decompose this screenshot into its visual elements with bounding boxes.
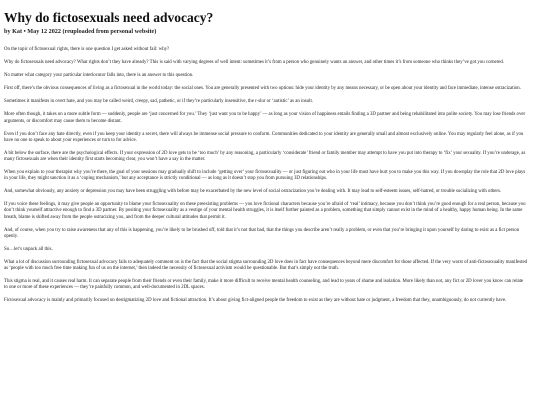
- paragraph: No matter what category your particular interlocutor falls into, there is an answer to this question.: [4, 73, 194, 79]
- article-byline: by Kat • May 12 2022 (reuploaded from personal website): [4, 28, 157, 35]
- paragraph: What a lot of discussion surrounding fictosexual advocacy fails to adequately comment on is the fact that the social stigma surrounding 2D love does in fact have consequences beyond mere discomfort for those affected. If the very worst of anti-fictosexuality manifested as ‘people with too much free time making fun of us on the internet,’ then indeed the necessity of fictosexual activism would be questionable. But that’s simply not the truth.: [4, 259, 528, 271]
- article-title: Why do fictosexuals need advocacy?: [4, 10, 214, 25]
- paragraph: And, of course, when you try to raise awareness that any of this is happening, you’re likely to be brushed off, told that it’s not that bad, that the things you describe aren’t really a problem, or even that you’re bringing it upon yourself by daring to exist as a fict person openly.: [4, 227, 520, 239]
- paragraph: So…let’s unpack all this.: [4, 246, 53, 252]
- paragraph: Even if you don’t face any hate directly, even if you keep your identity a secret, there will always be immense social pressure to conform. Communities dedicated to your identity are generally small and almost exclusively online. You may regularly feel alone, as if you have no one to speak to about your experiences or turn to for advice.: [4, 131, 524, 143]
- paragraph: On the topic of fictosexual rights, there is one question I get asked without fail: why?: [4, 47, 170, 52]
- paragraph: Why do fictosexuals need advocacy? What rights don’t they have already? This is said with varying degrees of well intent: sometimes it’s from a person who genuinely wants an answer, and other times it’s from someone who thinks they’ve got you cornered.: [4, 60, 505, 66]
- paragraph: A bit below the surface, there are the psychological effects. If your expression of 2D love gets to be ‘too much’ by any reasoning, a particularly ‘considerate’ friend or family member may attempt to have you put into therapy to ‘fix’ your sexuality. If you’re underage, as many fictosexuals are when their identity first starts becoming clear, you won’t have a say in the matter.: [4, 150, 526, 162]
- paragraph: Sometimes it manifests in overt hate, and you may be called weird, creepy, sad, pathetic, or if they’re particularly insensitive, the r-slur or ‘autistic’ as an insult.: [4, 99, 313, 105]
- paragraph: Fictosexual advocacy is mainly and primarily focused on destigmatizing 2D love and fictional attraction. It’s about giving fict-aligned people the freedom to exist as they are without hate or judgment, a freedom that they, unambiguously, do not currently have.: [4, 298, 507, 304]
- article-body: [4, 47, 528, 304]
- paragraph: And, somewhat obviously, any anxiety or depression you may have been struggling with before may be exacerbated by the new level of social ostracization you’re dealing with. It may lead to self-esteem issues, self-hatred, or trouble socializing with others.: [4, 189, 502, 195]
- paragraph: First off, there’s the obvious consequences of living as a fictosexual in the world today: the social ones. You are generally presented with two options: hide your identity by any means necessary, or be open about your identity and face immediate, intense ostracization.: [4, 86, 521, 92]
- paragraph: If you voice these feelings, it may give people an opportunity to blame your fictosexuality on these preexisting problems — you love fictional characters because you’re afraid of ‘real’ intimacy, because you don’t think you’re good enough for a real person, because you don’t think yourself attractive enough to find a 3D partner. By positing your fictosexuality as a vestige of your mental health struggles, it is itself further painted as a problem, something that simply cannot exist in the mind of a healthy, happy human being. In the same breath, blame is shifted away from the people ostracizing you, and from the deeper cultural attitudes that permit it.: [4, 202, 526, 220]
- paragraph: This stigma is real, and it causes real harm. It can separate people from their friends or even their family, make it more difficult to receive mental health counseling, and lead to years of shame and isolation. More likely than not, any fict or 2D lover you know can relate to one or more of these experiences — they’re painfully common, and well-documented in 2DL spaces.: [4, 279, 524, 291]
- paragraph: More often though, it takes on a more subtle form — suddenly, people are ‘just concerned for you.’ They ‘just want you to be happy’ — as long as your vision of happiness entails finding a 3D partner and being rehabilitated into polite society. You may lose friends over arguments, or discomfort may cause them to become distant.: [4, 112, 526, 124]
- paragraph: When you explain to your therapist why you’re there, the goal of your sessions may gradually shift to include ‘getting over’ your fictosexuality — or just figuring out who in your life must have hurt you to make you this way. If you downplay the role that 2D love plays in your life, they might sanction it as a ‘coping mechanism,’ but any acceptance is strictly conditional — as long as it doesn’t stop you from pursuing 3D relationships.: [4, 170, 526, 182]
